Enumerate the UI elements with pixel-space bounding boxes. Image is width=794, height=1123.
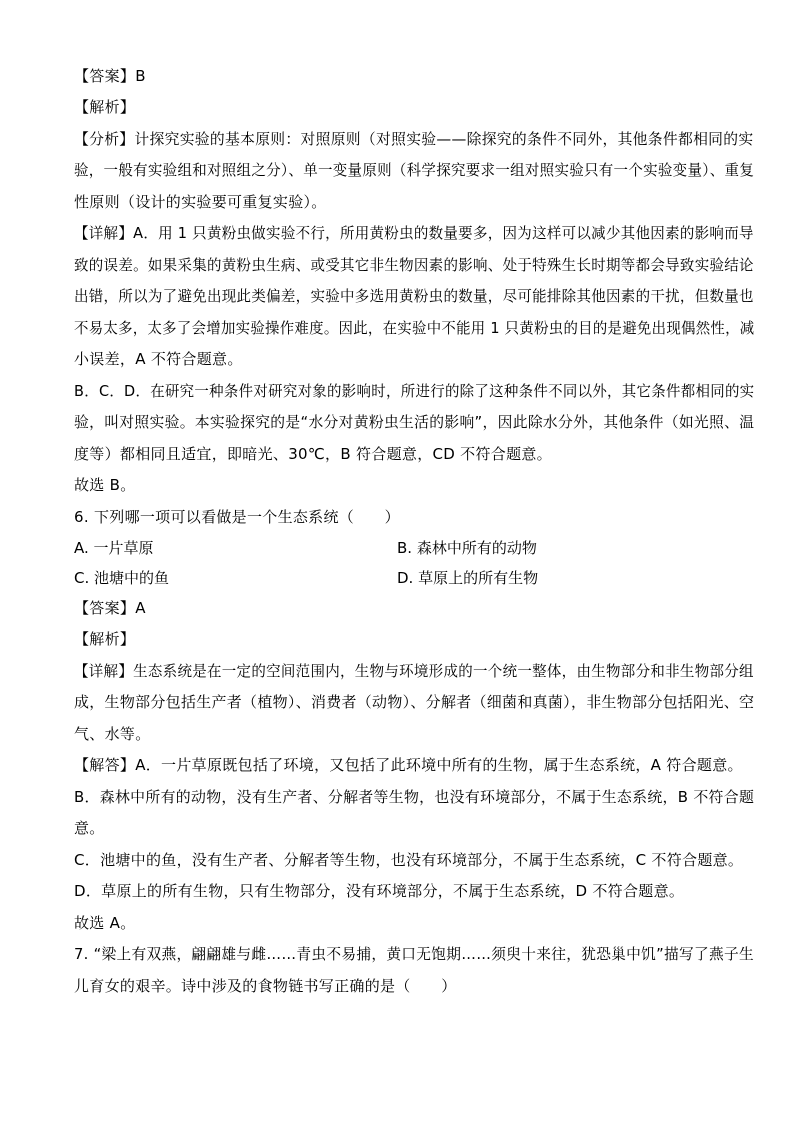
q7-stem-line-2: 儿育女的艰辛。诗中涉及的食物链书写正确的是（ ）: [74, 977, 457, 995]
q6-stem: 6. 下列哪一项可以看做是一个生态系统（ ）: [74, 508, 400, 526]
q6-jieda-line-5: D．草原上的所有生物，只有生物部分，没有环境部分，不属于生态系统，D 不符合题意。: [74, 882, 685, 900]
q5-xiangjie-line-4: 不易太多，太多了会增加实验操作难度。因此，在实验中不能用 1 只黄粉虫的目的是避免出现偶然性，减: [74, 319, 755, 337]
q5-conclusion: 故选 B。: [74, 476, 136, 494]
q6-conclusion: 故选 A。: [74, 914, 136, 932]
q5-fenxi-line-3: 性原则（设计的实验要可重复实验）。: [74, 193, 327, 211]
q6-jieda-line-1: 【解答】A．一片草原既包括了环境，又包括了此环境中所有的生物，属于生态系统，A 符合题意。: [74, 756, 743, 774]
q6-jieda-line-3: 意。: [74, 819, 105, 837]
q6-option-b: B. 森林中所有的动物: [397, 539, 537, 557]
q6-answer: 【答案】A: [74, 599, 146, 617]
q5-xiangjie-line-7: 验，叫对照实验。本实验探究的是“水分对黄粉虫生活的影响”，因此除水分外，其他条件（如光照、温: [74, 413, 755, 431]
q6-analysis-label: 【解析】: [74, 630, 136, 648]
q6-jieda-line-4: C．池塘中的鱼，没有生产者、分解者等生物，也没有环境部分，不属于生态系统，C 不符合题意。: [74, 851, 744, 869]
q5-fenxi-line-1: 【分析】计探究实验的基本原则：对照原则（对照实验——除探究的条件不同外，其他条件都相同的实: [74, 130, 754, 148]
q6-xiangjie-line-3: 气、水等。: [74, 725, 151, 743]
q5-answer: 【答案】B: [74, 67, 146, 85]
q5-xiangjie-line-5: 小误差，A 不符合题意。: [74, 350, 243, 368]
q5-xiangjie-line-2: 致的误差。如果采集的黄粉虫生病、或受其它非生物因素的影响、处于特殊生长时期等都会导致实验结论: [74, 256, 754, 274]
q5-fenxi-line-2: 验，一般有实验组和对照组之分）、单一变量原则（科学探究要求一组对照实验只有一个实验变量）、重复: [74, 161, 755, 179]
q6-option-a: A. 一片草原: [74, 539, 154, 557]
q6-option-c: C. 池塘中的鱼: [74, 569, 170, 587]
q5-xiangjie-line-3: 出错，所以为了避免出现此类偏差，实验中多选用黄粉虫的数量，尽可能排除其他因素的干扰，但数量也: [74, 287, 754, 305]
q5-xiangjie-line-6: B．C．D．在研究一种条件对研究对象的影响时，所进行的除了这种条件不同以外，其它条件都相同的实: [74, 382, 755, 400]
q5-xiangjie-line-8: 度等）都相同且适宜，即暗光、30℃，B 符合题意，CD 不符合题意。: [74, 445, 552, 463]
q5-analysis-label: 【解析】: [74, 98, 136, 116]
q6-xiangjie-line-1: 【详解】生态系统是在一定的空间范围内，生物与环境形成的一个统一整体，由生物部分和非生物部分组: [74, 662, 754, 680]
q7-stem-line-1: 7. “梁上有双燕，翩翩雄与雌……青虫不易捕，黄口无饱期……须臾十来往，犹恐巢中饥”描写了燕子生: [74, 945, 755, 963]
q6-jieda-line-2: B．森林中所有的动物，没有生产者、分解者等生物，也没有环境部分，不属于生态系统，B 不符合题: [74, 788, 755, 806]
q6-xiangjie-line-2: 成，生物部分包括生产者（植物）、消费者（动物）、分解者（细菌和真菌），非生物部分包括阳光、空: [74, 693, 755, 711]
q5-xiangjie-line-1: 【详解】A．用 1 只黄粉虫做实验不行，所用黄粉虫的数量要多，因为这样可以减少其他因素的影响而导: [74, 224, 754, 242]
q6-option-d: D. 草原上的所有生物: [397, 569, 539, 587]
